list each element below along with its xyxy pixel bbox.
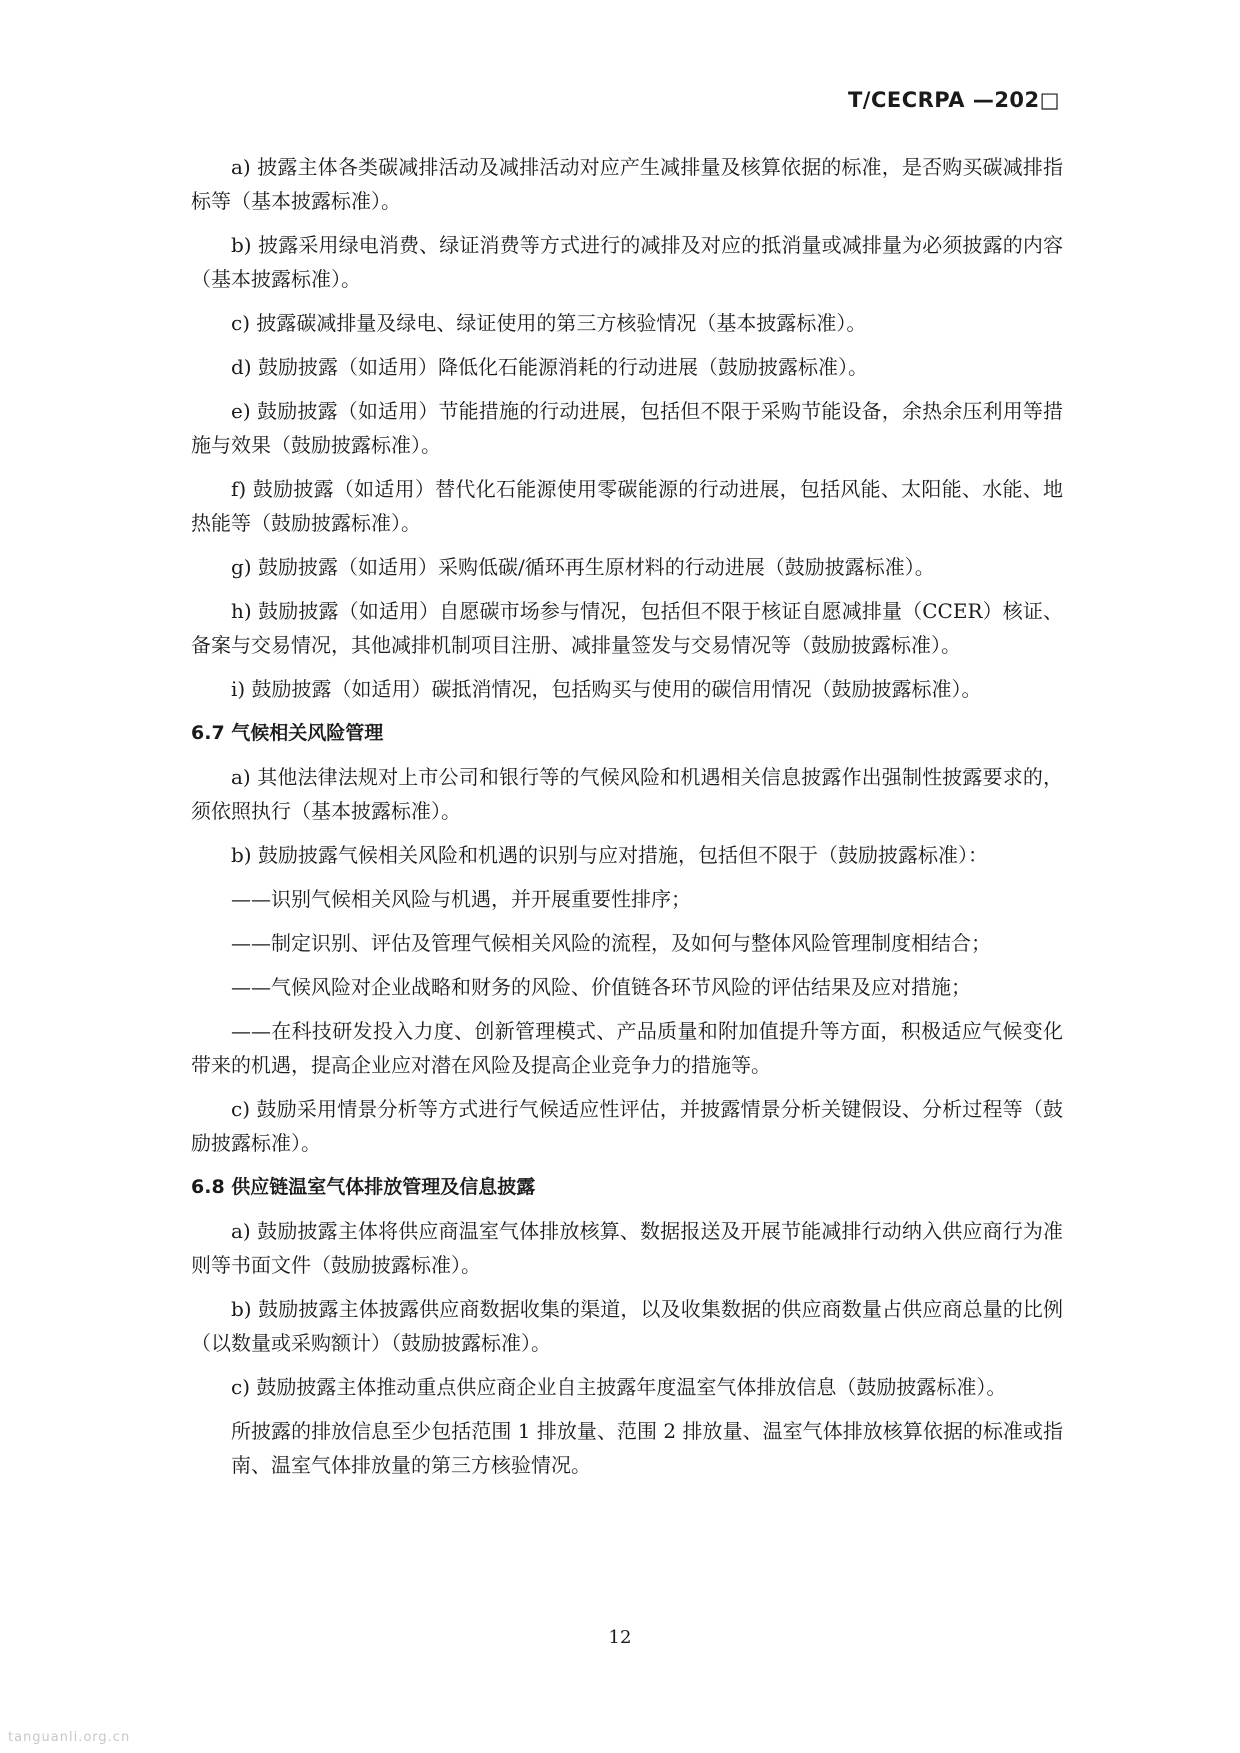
dash-item: ——气候风险对企业战略和财务的风险、价值链各环节风险的评估结果及应对措施；: [231, 975, 971, 999]
paragraph-f: f) 鼓励披露（如适用）替代化石能源使用零碳能源的行动进展，包括风能、太阳能、水能、地热能等（鼓励披露标准）。: [191, 477, 1063, 535]
page-content: [191, 150, 1063, 1492]
dash-item: ——识别气候相关风险与机遇，并开展重要性排序；: [231, 887, 691, 911]
section-6-8-note: 所披露的排放信息至少包括范围 1 排放量、范围 2 排放量、温室气体排放核算依据的标准或指南、温室气体排放量的第三方核验情况。: [231, 1419, 1063, 1477]
section-6-8-item-b: b) 鼓励披露主体披露供应商数据收集的渠道，以及收集数据的供应商数量占供应商总量的比例（以数量或采购额计）（鼓励披露标准）。: [191, 1297, 1063, 1355]
paragraph-i: i) 鼓励披露（如适用）碳抵消情况，包括购买与使用的碳信用情况（鼓励披露标准）。: [231, 677, 982, 701]
paragraph-a: a) 披露主体各类碳减排活动及减排活动对应产生减排量及核算依据的标准，是否购买碳减排指标等（基本披露标准）。: [191, 155, 1063, 213]
paragraph-c: c) 披露碳减排量及绿电、绿证使用的第三方核验情况（基本披露标准）。: [231, 311, 867, 335]
section-6-8-item-a: a) 鼓励披露主体将供应商温室气体排放核算、数据报送及开展节能减排行动纳入供应商行为准则等书面文件（鼓励披露标准）。: [191, 1219, 1063, 1277]
section-heading-6-7: 6.7 气候相关风险管理: [191, 722, 384, 744]
paragraph-g: g) 鼓励披露（如适用）采购低碳/循环再生原材料的行动进展（鼓励披露标准）。: [231, 555, 935, 579]
section-6-7-item-a: a) 其他法律法规对上市公司和银行等的气候风险和机遇相关信息披露作出强制性披露要求的，须依照执行（基本披露标准）。: [191, 765, 1063, 823]
paragraph-d: d) 鼓励披露（如适用）降低化石能源消耗的行动进展（鼓励披露标准）。: [231, 355, 868, 379]
section-6-8-item-c: c) 鼓励披露主体推动重点供应商企业自主披露年度温室气体排放信息（鼓励披露标准）。: [231, 1375, 1007, 1399]
page-number: 12: [608, 1627, 632, 1648]
paragraph-h: h) 鼓励披露（如适用）自愿碳市场参与情况，包括但不限于核证自愿减排量（CCER）核证、备案与交易情况，其他减排机制项目注册、减排量签发与交易情况等（鼓励披露标准）。: [191, 599, 1063, 657]
paragraph-b: b) 披露采用绿电消费、绿证消费等方式进行的减排及对应的抵消量或减排量为必须披露的内容（基本披露标准）。: [191, 233, 1063, 291]
paragraph-e: e) 鼓励披露（如适用）节能措施的行动进展，包括但不限于采购节能设备，余热余压利用等措施与效果（鼓励披露标准）。: [191, 399, 1063, 457]
section-6-7-item-b: b) 鼓励披露气候相关风险和机遇的识别与应对措施，包括但不限于（鼓励披露标准）：: [231, 843, 988, 867]
section-6-7-item-c: c) 鼓励采用情景分析等方式进行气候适应性评估，并披露情景分析关键假设、分析过程等（鼓励披露标准）。: [191, 1097, 1063, 1155]
standard-code: T/CECRPA —202□: [847, 88, 1060, 112]
section-heading-6-8: 6.8 供应链温室气体排放管理及信息披露: [191, 1176, 536, 1198]
watermark: tanguanli.org.cn: [8, 1730, 131, 1745]
dash-item: ——在科技研发投入力度、创新管理模式、产品质量和附加值提升等方面，积极适应气候变化带来的机遇，提高企业应对潜在风险及提高企业竞争力的措施等。: [191, 1019, 1063, 1077]
dash-item: ——制定识别、评估及管理气候相关风险的流程，及如何与整体风险管理制度相结合；: [231, 931, 991, 955]
